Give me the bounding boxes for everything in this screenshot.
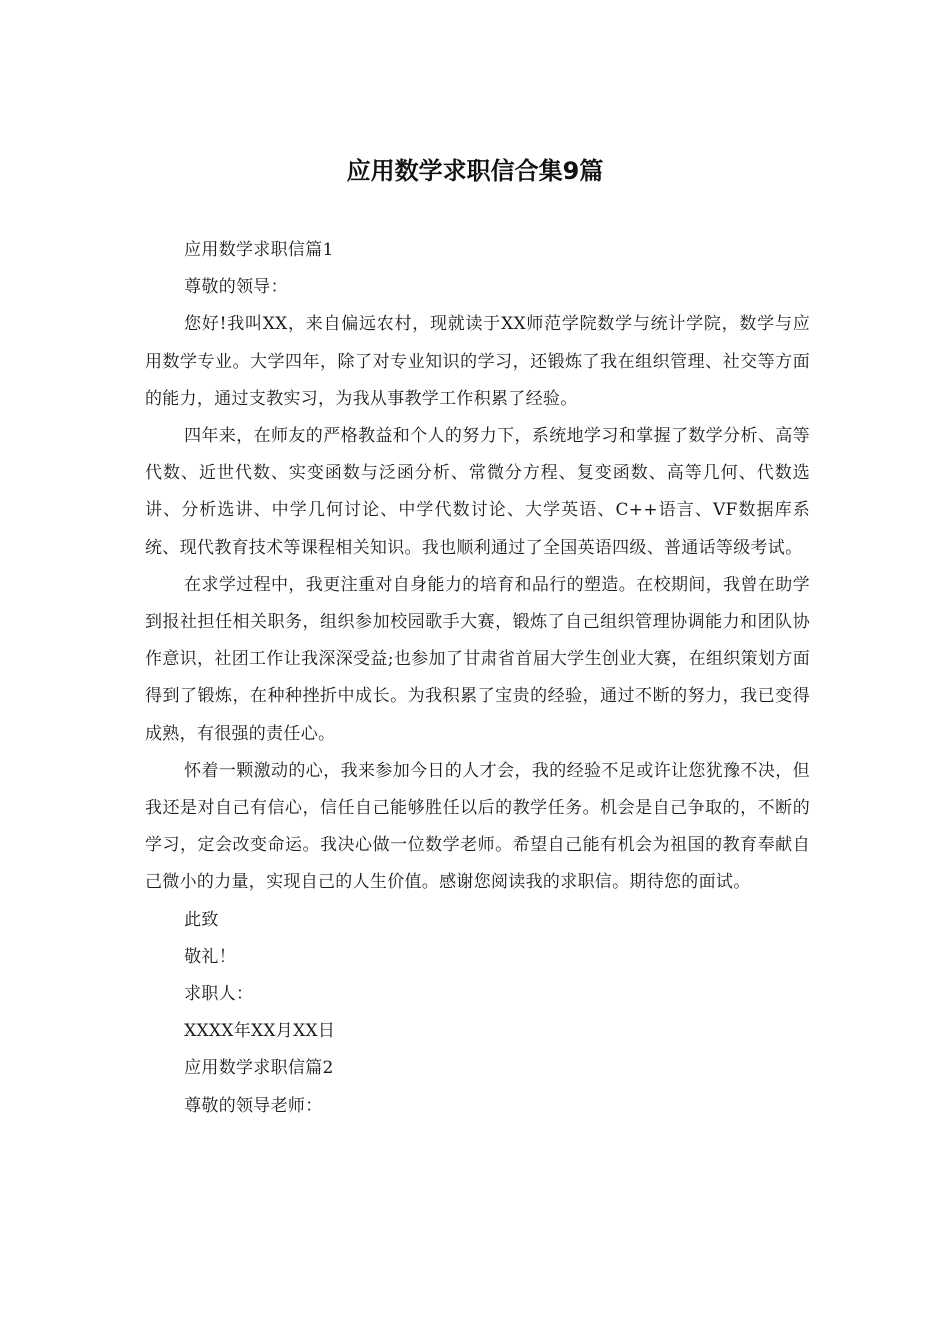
body-paragraph: 怀着一颗激动的心，我来参加今日的人才会，我的经验不足或许让您犹豫不决，但我还是对自己有信心，信任自己能够胜任以后的教学任务。机会是自己争取的，不断的学习，定会改变命运。我决心做一位数学老师。希望自己能有机会为祖国的教育奉献自己微小的力量，实现自己的人生价值。感谢您阅读我的求职信。期待您的面试。 — [145, 760, 810, 893]
salutation: 尊敬的领导老师： — [184, 1095, 323, 1116]
section-heading: 应用数学求职信篇1 — [184, 240, 334, 260]
document-body — [145, 232, 810, 1125]
body-paragraph: 您好!我叫XX，来自偏远农村，现就读于XX师范学院数学与统计学院，数学与应用数学专业。大学四年，除了对专业知识的学习，还锻炼了我在组织管理、社交等方面的能力，通过支教实习，为我从事教学工作积累了经验。 — [145, 314, 810, 409]
salutation: 尊敬的领导： — [184, 277, 288, 298]
closing-line: 此致 — [184, 909, 219, 930]
body-paragraph: 在求学过程中，我更注重对自身能力的培育和品行的塑造。在校期间，我曾在助学到报社担任相关职务，组织参加校园歌手大赛，锻炼了自己组织管理协调能力和团队协作意识，社团工作让我深深受益;也参加了甘肃省首届大学生创业大赛，在组织策划方面得到了锻炼，在种种挫折中成长。为我积累了宝贵的经验，通过不断的努力，我已变得成熟，有很强的责任心。 — [145, 574, 810, 744]
section-heading: 应用数学求职信篇2 — [184, 1058, 334, 1079]
body-paragraph: 四年来，在师友的严格教益和个人的努力下，系统地学习和掌握了数学分析、高等代数、近世代数、实变函数与泛函分析、常微分方程、复变函数、高等几何、代数选讲、分析选讲、中学几何讨论、中学代数讨论、大学英语、C++语言、VF数据库系统、现代教育技术等课程相关知识。我也顺利通过了全国英语四级、普通话等级考试。 — [145, 426, 810, 558]
document-title: 应用数学求职信合集9篇 — [346, 157, 604, 185]
signature-label: 求职人： — [184, 984, 254, 1005]
closing-line: 敬礼！ — [184, 946, 236, 967]
date-line: XXXX年XX月XX日 — [184, 1021, 336, 1042]
